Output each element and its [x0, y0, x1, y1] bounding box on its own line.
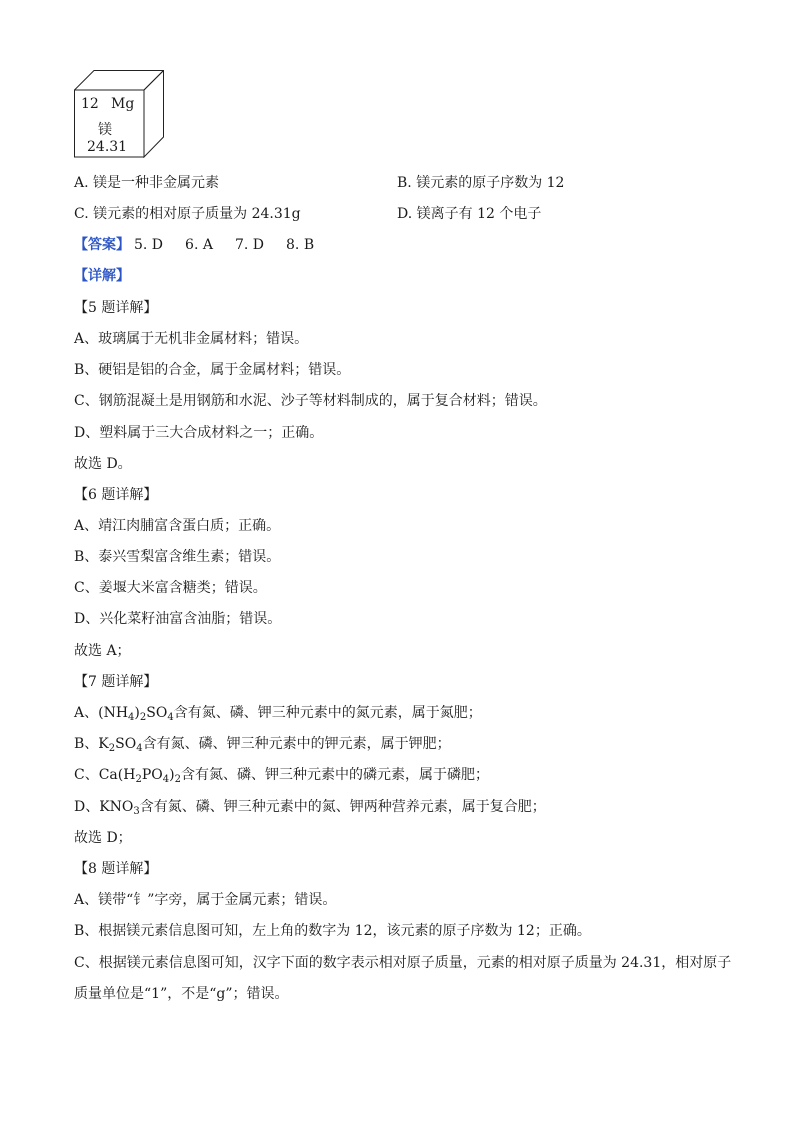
- q7-conclusion: 故选 D；: [74, 830, 132, 846]
- q5-line-a: A、玻璃属于无机非金属材料；错误。: [74, 331, 309, 347]
- q6-line-d: D、兴化菜籽油富含油脂；错误。: [74, 611, 282, 627]
- option-a: A. 镁是一种非金属元素: [74, 175, 220, 191]
- q7-line-a: A、$(NH_4)_2SO_4$含有氮、磷、钾三种元素中的氮元素，属于氮肥；: [74, 705, 482, 723]
- q5-line-d: D、塑料属于三大合成材料之一；正确。: [74, 425, 324, 441]
- q5-conclusion: 故选 D。: [74, 456, 132, 472]
- answer-line: [74, 234, 314, 254]
- q8-line-c-cont: 质量单位是“1”，不是“g”；错误。: [74, 986, 289, 1002]
- atomic-mass: 24.31: [87, 139, 128, 155]
- q7-line-d: D、$KNO_3$含有氮、磷、钾三种元素中的氮、钾两种营养元素，属于复合肥；: [74, 799, 546, 817]
- option-b: B. 镁元素的原子序数为 12: [397, 175, 565, 191]
- answer-item: 5. D: [134, 237, 164, 253]
- q7-line-c: C、$Ca(H_2PO_4)_2$含有氮、磷、钾三种元素中的磷元素，属于磷肥；: [74, 767, 489, 785]
- element-name: 镁: [98, 122, 112, 138]
- answer-item: 8. B: [286, 237, 315, 253]
- q8-line-a: A、镁带“钅”字旁，属于金属元素；错误。: [74, 892, 337, 908]
- q8-line-c: C、根据镁元素信息图可知，汉字下面的数字表示相对原子质量，元素的相对原子质量为 24.31，相对原子: [74, 955, 732, 971]
- q6-title: 【6 题详解】: [74, 487, 158, 503]
- q6-line-b: B、泰兴雪梨富含维生素；错误。: [74, 549, 281, 565]
- option-c: C. 镁元素的相对原子质量为 24.31g: [74, 206, 301, 222]
- q6-line-c: C、姜堰大米富含糖类；错误。: [74, 580, 267, 596]
- answer-label: 【答案】: [74, 237, 130, 253]
- q5-title: 【5 题详解】: [74, 300, 158, 316]
- q7-title: 【7 题详解】: [74, 674, 158, 690]
- atomic-number: 12: [81, 96, 99, 112]
- element-symbol: Mg: [111, 96, 135, 112]
- q5-line-b: B、硬铝是铝的合金，属于金属材料；错误。: [74, 362, 351, 378]
- answer-item: 6. A: [185, 237, 213, 253]
- q7-line-b: B、$K_2SO_4$含有氮、磷、钾三种元素中的钾元素，属于钾肥；: [74, 736, 451, 754]
- q5-line-c: C、钢筋混凝土是用钢筋和水泥、沙子等材料制成的，属于复合材料；错误。: [74, 393, 547, 409]
- element-info-box: [74, 70, 164, 158]
- answer-item: 7. D: [234, 237, 265, 253]
- detail-label: 【详解】: [74, 268, 130, 284]
- q6-conclusion: 故选 A；: [74, 643, 131, 659]
- option-d: D. 镁离子有 12 个电子: [397, 206, 542, 222]
- q6-line-a: A、靖江肉脯富含蛋白质；正确。: [74, 518, 281, 534]
- q8-title: 【8 题详解】: [74, 861, 158, 877]
- q8-line-b: B、根据镁元素信息图可知，左上角的数字为 12，该元素的原子序数为 12；正确。: [74, 923, 591, 939]
